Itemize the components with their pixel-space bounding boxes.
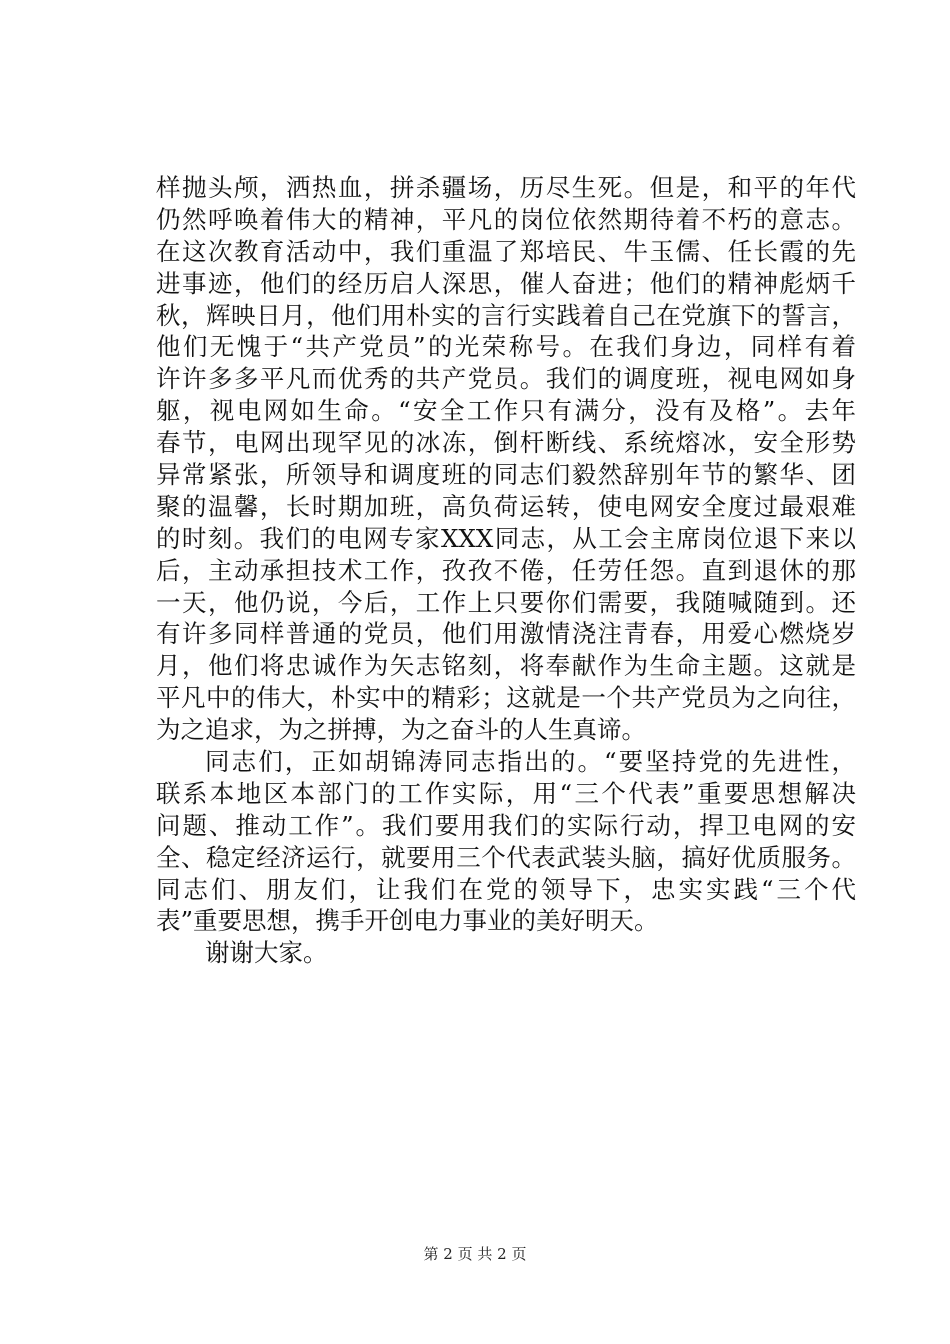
text-line: 许许多多平凡而优秀的共产党员。我们的调度班，视电网如身: [156, 364, 856, 394]
text-line: 有许多同样普通的党员，他们用激情浇注青春，用爱心燃烧岁: [156, 619, 856, 649]
body-text: [156, 172, 856, 969]
text-line: 他们无愧于“共产党员”的光荣称号。在我们身边，同样有着: [156, 332, 856, 362]
text-line: 问题、推动工作”。我们要用我们的实际行动，捍卫电网的安: [156, 810, 856, 840]
text-line: 在这次教育活动中，我们重温了郑培民、牛玉儒、任长霞的先: [156, 236, 856, 266]
text-line: 仍然呼唤着伟大的精神，平凡的岗位依然期待着不朽的意志。: [156, 204, 856, 234]
text-line: 后，主动承担技术工作，孜孜不倦，任劳任怨。直到退休的那: [156, 555, 856, 585]
text-line: 同志们，正如胡锦涛同志指出的。“要坚持党的先进性，: [205, 747, 856, 777]
text-line: 异常紧张，所领导和调度班的同志们毅然辞别年节的繁华、团: [156, 460, 856, 490]
page-footer: 第 2 页 共 2 页: [423, 1245, 527, 1263]
text-line: 的时刻。我们的电网专家XXX同志，从工会主席岗位退下来以: [156, 523, 856, 553]
text-line: 全、稳定经济运行，就要用三个代表武装头脑，搞好优质服务。: [156, 842, 856, 872]
text-line: 联系本地区本部门的工作实际，用“三个代表”重要思想解决: [156, 778, 856, 808]
text-line: 春节，电网出现罕见的冰冻，倒杆断线、系统熔冰，安全形势: [156, 428, 856, 458]
paragraph: [156, 746, 856, 937]
text-line: 样抛头颅，洒热血，拼杀疆场，历尽生死。但是，和平的年代: [156, 173, 856, 202]
text-line: 进事迹，他们的经历启人深思，催人奋进；他们的精神彪炳千: [156, 268, 856, 298]
text-line: 表”重要思想，携手开创电力事业的美好明天。: [156, 906, 659, 936]
text-line: 躯，视电网如生命。“安全工作只有满分，没有及格”。去年: [156, 396, 856, 426]
paragraph: [156, 172, 856, 746]
text-line: 秋，辉映日月，他们用朴实的言行实践着自己在党旗下的誓言，: [156, 300, 856, 330]
text-line: 月，他们将忠诚作为矢志铭刻，将奉献作为生命主题。这就是: [156, 651, 856, 681]
text-line: 为之追求，为之拼搏，为之奋斗的人生真谛。: [156, 715, 646, 745]
text-line: 谢谢大家。: [205, 938, 328, 968]
text-line: 平凡中的伟大，朴实中的精彩；这就是一个共产党员为之向往，: [156, 683, 856, 713]
text-line: 聚的温馨，长时期加班，高负荷运转，使电网安全度过最艰难: [156, 491, 856, 521]
text-line: 一天，他仍说，今后，工作上只要你们需要，我随喊随到。还: [156, 587, 856, 617]
text-line: 同志们、朋友们，让我们在党的领导下，忠实实践“三个代: [156, 874, 856, 904]
paragraph: [156, 937, 856, 969]
